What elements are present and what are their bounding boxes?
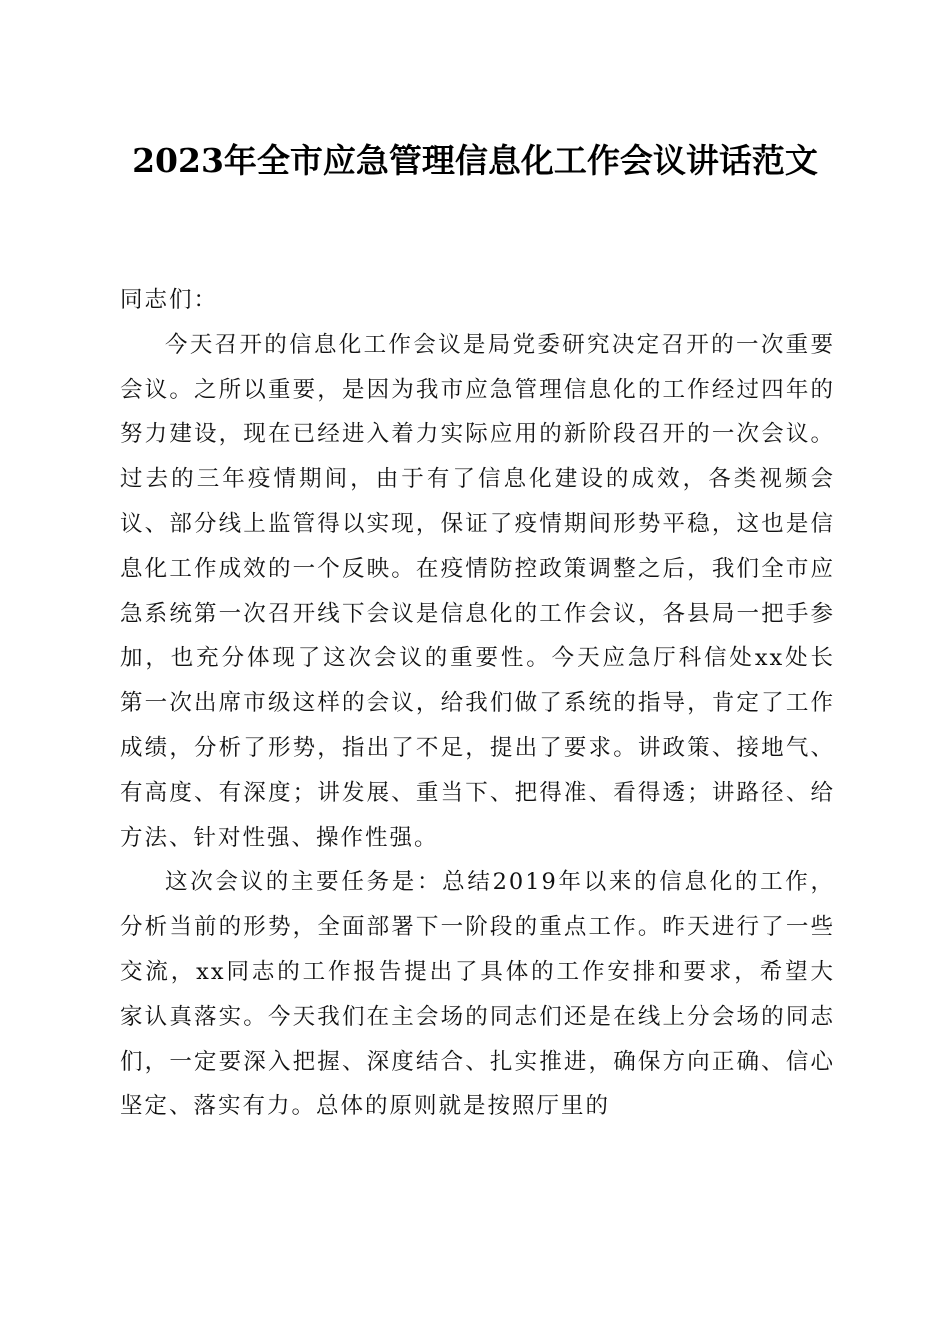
paragraph-2: 这次会议的主要任务是：总结2019年以来的信息化的工作，分析当前的形势，全面部署下一阶段的重点工作。昨天进行了一些交流，xx同志的工作报告提出了具体的工作安排和要求，希望大家认真落实。今天我们在主会场的同志们还是在线上分会场的同志们，一定要深入把握、深度结合、扎实推进，确保方向正确、信心坚定、落实有力。总体的原则就是按照厅里的 xyxy=(120,869,835,1120)
paragraph-1: 今天召开的信息化工作会议是局党委研究决定召开的一次重要会议。之所以重要，是因为我市应急管理信息化的工作经过四年的努力建设，现在已经进入着力实际应用的新阶段召开的一次会议。过去的三年疫情期间，由于有了信息化建设的成效，各类视频会议、部分线上监管得以实现，保证了疫情期间形势平稳，这也是信息化工作成效的一个反映。在疫情防控政策调整之后，我们全市应急系统第一次召开线下会议是信息化的工作会议，各县局一把手参加，也充分体现了这次会议的重要性。今天应急厅科信处xx处长第一次出席市级这样的会议，给我们做了系统的指导，肯定了工作成绩，分析了形势，指出了不足，提出了要求。讲政策、接地气、有高度、有深度；讲发展、重当下、把得准、看得透；讲路径、给方法、针对性强、操作性强。 xyxy=(120,331,835,851)
document-title: 2023年全市应急管理信息化工作会议讲话范文 xyxy=(132,141,818,180)
document-body xyxy=(120,278,835,1129)
salutation: 同志们： xyxy=(120,287,219,313)
